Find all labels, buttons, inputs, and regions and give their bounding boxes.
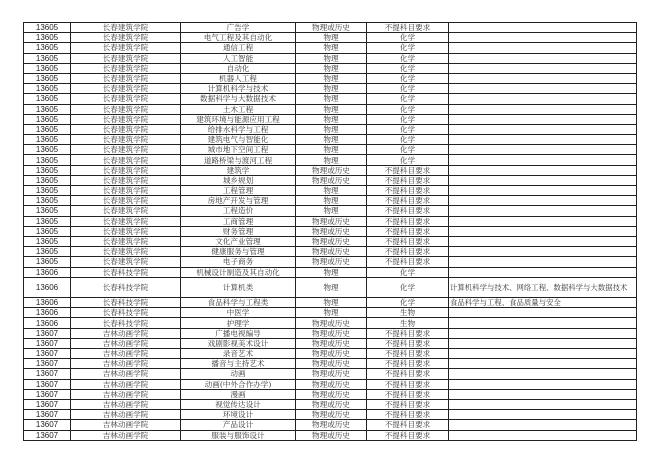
major-cell: 给排水科学与工程 <box>181 124 296 134</box>
note-cell <box>449 73 637 83</box>
second-subject-cell: 化学 <box>367 298 449 308</box>
school-code-cell: 13605 <box>24 216 71 226</box>
note-cell <box>449 206 637 216</box>
note-cell <box>449 124 637 134</box>
school-name-cell: 吉林动画学院 <box>71 379 181 389</box>
school-name-cell: 长春科技学院 <box>71 267 181 277</box>
school-code-cell: 13605 <box>24 33 71 43</box>
note-cell <box>449 53 637 63</box>
school-name-cell: 吉林动画学院 <box>71 420 181 430</box>
second-subject-cell: 不提科目要求 <box>367 349 449 359</box>
first-subject-cell: 物理或历史 <box>296 389 367 399</box>
school-code-cell: 13605 <box>24 114 71 124</box>
note-cell <box>449 104 637 114</box>
table-row <box>24 359 637 369</box>
major-cell: 计算机科学与技术 <box>181 84 296 94</box>
school-name-cell: 长春建筑学院 <box>71 63 181 73</box>
major-cell: 播音与主持艺术 <box>181 359 296 369</box>
note-cell <box>449 399 637 409</box>
table-row <box>24 186 637 196</box>
note-cell <box>449 43 637 53</box>
school-name-cell: 长春建筑学院 <box>71 33 181 43</box>
first-subject-cell: 物理或历史 <box>296 379 367 389</box>
school-name-cell: 长春建筑学院 <box>71 206 181 216</box>
table-row <box>24 135 637 145</box>
major-cell: 工程管理 <box>181 186 296 196</box>
school-name-cell: 吉林动画学院 <box>71 389 181 399</box>
first-subject-cell: 物理或历史 <box>296 175 367 185</box>
table-row <box>24 389 637 399</box>
second-subject-cell: 不提科目要求 <box>367 430 449 440</box>
school-name-cell: 长春建筑学院 <box>71 53 181 63</box>
first-subject-cell: 物理或历史 <box>296 399 367 409</box>
table-row <box>24 63 637 73</box>
first-subject-cell: 物理或历史 <box>296 318 367 328</box>
second-subject-cell: 化学 <box>367 277 449 297</box>
school-code-cell: 13607 <box>24 338 71 348</box>
major-cell: 服装与服饰设计 <box>181 430 296 440</box>
second-subject-cell: 化学 <box>367 94 449 104</box>
major-cell: 戏剧影视美术设计 <box>181 338 296 348</box>
school-name-cell: 长春建筑学院 <box>71 43 181 53</box>
school-code-cell: 13605 <box>24 226 71 236</box>
note-cell <box>449 33 637 43</box>
note-cell <box>449 175 637 185</box>
school-name-cell: 长春建筑学院 <box>71 104 181 114</box>
first-subject-cell: 物理或历史 <box>296 165 367 175</box>
table-row <box>24 175 637 185</box>
second-subject-cell: 不提科目要求 <box>367 328 449 338</box>
note-cell <box>449 389 637 399</box>
note-cell <box>449 135 637 145</box>
second-subject-cell: 不提科目要求 <box>367 420 449 430</box>
note-cell <box>449 155 637 165</box>
major-cell: 工程造价 <box>181 206 296 216</box>
table-row <box>24 308 637 318</box>
first-subject-cell: 物理 <box>296 53 367 63</box>
school-name-cell: 吉林动画学院 <box>71 338 181 348</box>
school-code-cell: 13607 <box>24 349 71 359</box>
first-subject-cell: 物理或历史 <box>296 216 367 226</box>
school-name-cell: 长春科技学院 <box>71 308 181 318</box>
first-subject-cell: 物理 <box>296 145 367 155</box>
first-subject-cell: 物理 <box>296 84 367 94</box>
note-cell <box>449 420 637 430</box>
table-row <box>24 298 637 308</box>
second-subject-cell: 化学 <box>367 104 449 114</box>
major-cell: 数据科学与大数据技术 <box>181 94 296 104</box>
note-cell <box>449 196 637 206</box>
major-cell: 录音艺术 <box>181 349 296 359</box>
second-subject-cell: 不提科目要求 <box>367 196 449 206</box>
second-subject-cell: 化学 <box>367 33 449 43</box>
table-row <box>24 338 637 348</box>
second-subject-cell: 不提科目要求 <box>367 257 449 267</box>
school-name-cell: 长春建筑学院 <box>71 226 181 236</box>
school-name-cell: 长春建筑学院 <box>71 124 181 134</box>
major-cell: 城乡规划 <box>181 175 296 185</box>
major-cell: 自动化 <box>181 63 296 73</box>
table-row <box>24 379 637 389</box>
school-name-cell: 长春建筑学院 <box>71 175 181 185</box>
school-code-cell: 13605 <box>24 155 71 165</box>
major-cell: 中医学 <box>181 308 296 318</box>
second-subject-cell: 不提科目要求 <box>367 359 449 369</box>
table-row <box>24 124 637 134</box>
major-cell: 动画(中外合作办学) <box>181 379 296 389</box>
school-name-cell: 吉林动画学院 <box>71 369 181 379</box>
major-cell: 文化产业管理 <box>181 236 296 246</box>
second-subject-cell: 不提科目要求 <box>367 23 449 33</box>
first-subject-cell: 物理 <box>296 94 367 104</box>
second-subject-cell: 不提科目要求 <box>367 338 449 348</box>
major-cell: 漫画 <box>181 389 296 399</box>
second-subject-cell: 化学 <box>367 43 449 53</box>
school-name-cell: 长春建筑学院 <box>71 155 181 165</box>
major-cell: 电子商务 <box>181 257 296 267</box>
note-cell <box>449 359 637 369</box>
note-cell <box>449 369 637 379</box>
note-cell <box>449 84 637 94</box>
school-code-cell: 13607 <box>24 379 71 389</box>
table-row <box>24 33 637 43</box>
school-code-cell: 13605 <box>24 23 71 33</box>
first-subject-cell: 物理 <box>296 63 367 73</box>
second-subject-cell: 化学 <box>367 73 449 83</box>
first-subject-cell: 物理或历史 <box>296 338 367 348</box>
first-subject-cell: 物理 <box>296 267 367 277</box>
first-subject-cell: 物理 <box>296 308 367 318</box>
first-subject-cell: 物理或历史 <box>296 420 367 430</box>
second-subject-cell: 不提科目要求 <box>367 236 449 246</box>
school-code-cell: 13605 <box>24 104 71 114</box>
table-row <box>24 277 637 297</box>
first-subject-cell: 物理 <box>296 298 367 308</box>
note-cell <box>449 23 637 33</box>
note-cell <box>449 216 637 226</box>
school-code-cell: 13606 <box>24 318 71 328</box>
note-cell <box>449 379 637 389</box>
first-subject-cell: 物理 <box>296 186 367 196</box>
major-cell: 动画 <box>181 369 296 379</box>
school-code-cell: 13607 <box>24 359 71 369</box>
school-name-cell: 长春建筑学院 <box>71 186 181 196</box>
first-subject-cell: 物理或历史 <box>296 247 367 257</box>
note-cell <box>449 226 637 236</box>
school-name-cell: 长春科技学院 <box>71 318 181 328</box>
school-name-cell: 长春建筑学院 <box>71 145 181 155</box>
school-code-cell: 13606 <box>24 267 71 277</box>
second-subject-cell: 不提科目要求 <box>367 389 449 399</box>
note-cell <box>449 247 637 257</box>
first-subject-cell: 物理 <box>296 73 367 83</box>
table-row <box>24 420 637 430</box>
note-cell <box>449 318 637 328</box>
school-name-cell: 长春建筑学院 <box>71 135 181 145</box>
school-name-cell: 长春建筑学院 <box>71 247 181 257</box>
second-subject-cell: 化学 <box>367 267 449 277</box>
first-subject-cell: 物理或历史 <box>296 23 367 33</box>
note-cell <box>449 63 637 73</box>
school-name-cell: 长春建筑学院 <box>71 257 181 267</box>
note-cell <box>449 236 637 246</box>
table-row <box>24 155 637 165</box>
major-cell: 计算机类 <box>181 277 296 297</box>
first-subject-cell: 物理 <box>296 196 367 206</box>
school-code-cell: 13605 <box>24 63 71 73</box>
school-code-cell: 13607 <box>24 420 71 430</box>
school-code-cell: 13607 <box>24 369 71 379</box>
major-cell: 建筑学 <box>181 165 296 175</box>
note-cell <box>449 257 637 267</box>
school-code-cell: 13605 <box>24 206 71 216</box>
second-subject-cell: 化学 <box>367 135 449 145</box>
table-row <box>24 247 637 257</box>
table-row <box>24 53 637 63</box>
school-name-cell: 长春建筑学院 <box>71 196 181 206</box>
major-cell: 产品设计 <box>181 420 296 430</box>
school-code-cell: 13605 <box>24 84 71 94</box>
table-row <box>24 84 637 94</box>
second-subject-cell: 不提科目要求 <box>367 369 449 379</box>
note-cell <box>449 94 637 104</box>
note-cell <box>449 410 637 420</box>
second-subject-cell: 化学 <box>367 84 449 94</box>
major-cell: 环境设计 <box>181 410 296 420</box>
first-subject-cell: 物理 <box>296 124 367 134</box>
second-subject-cell: 化学 <box>367 145 449 155</box>
second-subject-cell: 不提科目要求 <box>367 175 449 185</box>
major-cell: 广播电视编导 <box>181 328 296 338</box>
school-code-cell: 13605 <box>24 145 71 155</box>
major-cell: 电气工程及其自动化 <box>181 33 296 43</box>
school-name-cell: 吉林动画学院 <box>71 399 181 409</box>
school-code-cell: 13606 <box>24 308 71 318</box>
table-row <box>24 94 637 104</box>
table-body <box>24 23 637 441</box>
school-name-cell: 长春建筑学院 <box>71 94 181 104</box>
second-subject-cell: 不提科目要求 <box>367 399 449 409</box>
first-subject-cell: 物理或历史 <box>296 430 367 440</box>
table-row <box>24 318 637 328</box>
note-cell: 计算机科学与技术、网络工程、数据科学与大数据技术 <box>449 277 637 297</box>
school-code-cell: 13607 <box>24 328 71 338</box>
school-code-cell: 13606 <box>24 298 71 308</box>
first-subject-cell: 物理 <box>296 155 367 165</box>
major-cell: 土木工程 <box>181 104 296 114</box>
major-cell: 食品科学与工程类 <box>181 298 296 308</box>
note-cell <box>449 114 637 124</box>
school-code-cell: 13605 <box>24 135 71 145</box>
school-name-cell: 吉林动画学院 <box>71 430 181 440</box>
table-row <box>24 23 637 33</box>
first-subject-cell: 物理或历史 <box>296 328 367 338</box>
first-subject-cell: 物理或历史 <box>296 410 367 420</box>
school-name-cell: 长春建筑学院 <box>71 23 181 33</box>
table-row <box>24 349 637 359</box>
major-cell: 机械设计制造及其自动化 <box>181 267 296 277</box>
second-subject-cell: 化学 <box>367 155 449 165</box>
table-row <box>24 43 637 53</box>
first-subject-cell: 物理 <box>296 104 367 114</box>
table-row <box>24 145 637 155</box>
note-cell <box>449 338 637 348</box>
first-subject-cell: 物理或历史 <box>296 257 367 267</box>
school-code-cell: 13605 <box>24 43 71 53</box>
school-code-cell: 13605 <box>24 94 71 104</box>
school-name-cell: 长春建筑学院 <box>71 114 181 124</box>
note-cell <box>449 328 637 338</box>
table-row <box>24 399 637 409</box>
second-subject-cell: 不提科目要求 <box>367 226 449 236</box>
second-subject-cell: 不提科目要求 <box>367 379 449 389</box>
school-name-cell: 吉林动画学院 <box>71 349 181 359</box>
second-subject-cell: 化学 <box>367 63 449 73</box>
second-subject-cell: 化学 <box>367 53 449 63</box>
school-code-cell: 13605 <box>24 73 71 83</box>
note-cell <box>449 430 637 440</box>
first-subject-cell: 物理 <box>296 135 367 145</box>
note-cell <box>449 349 637 359</box>
first-subject-cell: 物理 <box>296 206 367 216</box>
note-cell <box>449 267 637 277</box>
school-code-cell: 13606 <box>24 277 71 297</box>
table-row <box>24 114 637 124</box>
major-cell: 机器人工程 <box>181 73 296 83</box>
school-code-cell: 13607 <box>24 389 71 399</box>
second-subject-cell: 不提科目要求 <box>367 206 449 216</box>
school-code-cell: 13605 <box>24 175 71 185</box>
first-subject-cell: 物理 <box>296 43 367 53</box>
major-cell: 护理学 <box>181 318 296 328</box>
major-cell: 广告学 <box>181 23 296 33</box>
table-row <box>24 267 637 277</box>
table-row <box>24 257 637 267</box>
second-subject-cell: 不提科目要求 <box>367 165 449 175</box>
school-name-cell: 长春科技学院 <box>71 298 181 308</box>
first-subject-cell: 物理 <box>296 277 367 297</box>
first-subject-cell: 物理或历史 <box>296 226 367 236</box>
table-row <box>24 196 637 206</box>
table-row <box>24 216 637 226</box>
major-cell: 建筑环境与能源应用工程 <box>181 114 296 124</box>
second-subject-cell: 不提科目要求 <box>367 410 449 420</box>
major-cell: 道路桥梁与渡河工程 <box>181 155 296 165</box>
first-subject-cell: 物理或历史 <box>296 359 367 369</box>
second-subject-cell: 不提科目要求 <box>367 216 449 226</box>
school-name-cell: 长春建筑学院 <box>71 216 181 226</box>
second-subject-cell: 不提科目要求 <box>367 247 449 257</box>
table-row <box>24 430 637 440</box>
table-row <box>24 236 637 246</box>
major-cell: 视觉传达设计 <box>181 399 296 409</box>
school-code-cell: 13605 <box>24 247 71 257</box>
table-row <box>24 73 637 83</box>
major-cell: 城市地下空间工程 <box>181 145 296 155</box>
school-name-cell: 吉林动画学院 <box>71 328 181 338</box>
table-row <box>24 226 637 236</box>
second-subject-cell: 不提科目要求 <box>367 186 449 196</box>
table-row <box>24 206 637 216</box>
school-code-cell: 13605 <box>24 186 71 196</box>
second-subject-cell: 生物 <box>367 308 449 318</box>
first-subject-cell: 物理或历史 <box>296 236 367 246</box>
major-cell: 房地产开发与管理 <box>181 196 296 206</box>
first-subject-cell: 物理或历史 <box>296 369 367 379</box>
second-subject-cell: 化学 <box>367 124 449 134</box>
major-cell: 通信工程 <box>181 43 296 53</box>
note-cell <box>449 145 637 155</box>
first-subject-cell: 物理或历史 <box>296 349 367 359</box>
note-cell <box>449 186 637 196</box>
school-code-cell: 13605 <box>24 196 71 206</box>
school-name-cell: 长春建筑学院 <box>71 165 181 175</box>
school-name-cell: 吉林动画学院 <box>71 359 181 369</box>
major-cell: 健康服务与管理 <box>181 247 296 257</box>
table-row <box>24 369 637 379</box>
table-row <box>24 410 637 420</box>
school-code-cell: 13605 <box>24 257 71 267</box>
school-code-cell: 13605 <box>24 53 71 63</box>
major-cell: 建筑电气与智能化 <box>181 135 296 145</box>
school-name-cell: 长春建筑学院 <box>71 236 181 246</box>
second-subject-cell: 化学 <box>367 114 449 124</box>
school-name-cell: 长春科技学院 <box>71 277 181 297</box>
school-code-cell: 13605 <box>24 124 71 134</box>
first-subject-cell: 物理 <box>296 33 367 43</box>
school-code-cell: 13607 <box>24 410 71 420</box>
school-name-cell: 吉林动画学院 <box>71 410 181 420</box>
major-cell: 财务管理 <box>181 226 296 236</box>
table-row <box>24 104 637 114</box>
second-subject-cell: 生物 <box>367 318 449 328</box>
note-cell: 食品科学与工程、食品质量与安全 <box>449 298 637 308</box>
major-cell: 人工智能 <box>181 53 296 63</box>
note-cell <box>449 308 637 318</box>
school-name-cell: 长春建筑学院 <box>71 84 181 94</box>
school-code-cell: 13605 <box>24 165 71 175</box>
school-name-cell: 长春建筑学院 <box>71 73 181 83</box>
subject-requirements-table <box>23 22 637 441</box>
table-row <box>24 328 637 338</box>
note-cell <box>449 165 637 175</box>
first-subject-cell: 物理 <box>296 114 367 124</box>
table-row <box>24 165 637 175</box>
school-code-cell: 13607 <box>24 430 71 440</box>
major-cell: 工商管理 <box>181 216 296 226</box>
school-code-cell: 13607 <box>24 399 71 409</box>
school-code-cell: 13605 <box>24 236 71 246</box>
